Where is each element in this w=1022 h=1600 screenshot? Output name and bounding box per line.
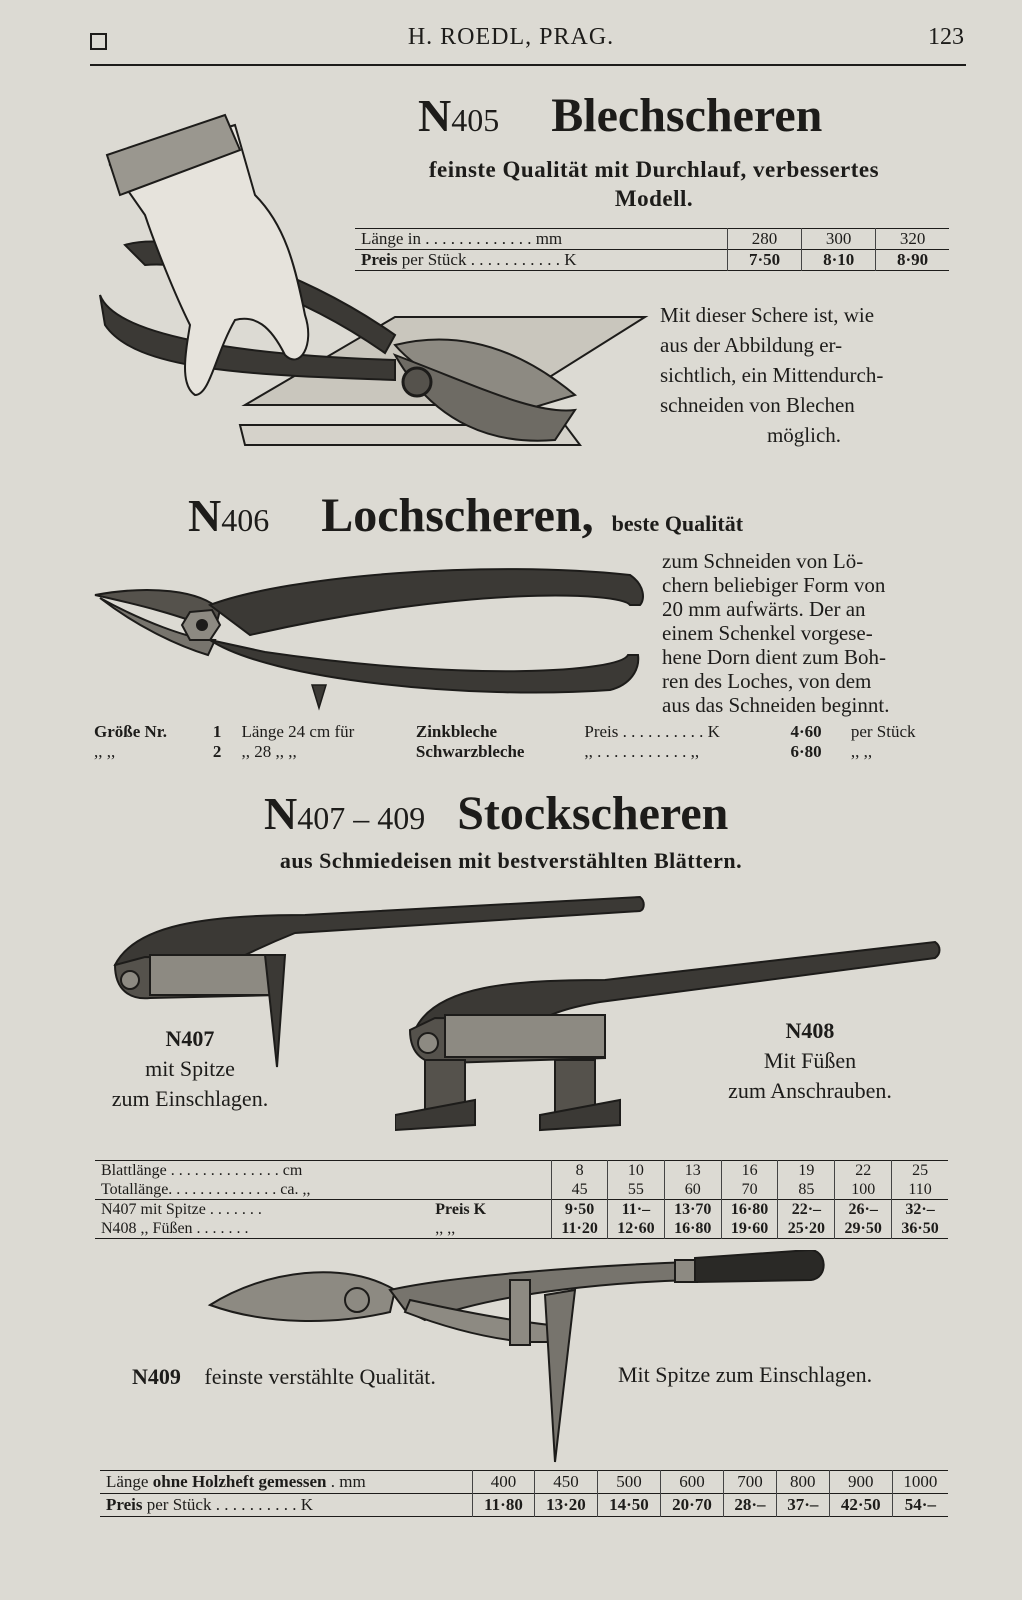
blattlaenge-label: Blattlänge . . . . . . . . . . . . . . cm xyxy=(101,1162,303,1179)
preis-spitze-3: 13·70 xyxy=(664,1200,721,1220)
n405-desc-line2: aus der Abbildung er- xyxy=(660,333,843,357)
n409-caption xyxy=(132,1364,436,1390)
n409-price-5: 28·– xyxy=(724,1494,777,1517)
n405-number: N xyxy=(418,90,452,141)
n406-number: N xyxy=(188,490,222,541)
n406-r2-size-label: ,, ,, xyxy=(94,742,116,761)
n409-length-label xyxy=(100,1471,473,1494)
preis-fuessen-3: 16·80 xyxy=(664,1219,721,1239)
n406-desc-line7: aus das Schneiden beginnt. xyxy=(662,693,890,717)
n409-shears-illustration xyxy=(205,1250,845,1470)
n407-line2: zum Einschlagen. xyxy=(111,1086,269,1111)
n405-length-label: Länge in . . . . . . . . . . . . . mm xyxy=(361,229,563,248)
n409-length-2: 450 xyxy=(534,1471,597,1494)
n406-r1-size-label: Größe Nr. xyxy=(94,722,168,741)
n406-desc-line1: zum Schneiden von Lö- xyxy=(662,549,864,573)
blattlaenge-5: 19 xyxy=(778,1161,835,1181)
preis-spitze-unit: Preis K xyxy=(435,1201,487,1218)
n406-r2-length: ,, 28 ,, ,, xyxy=(241,742,297,761)
n405-desc-line4: schneiden von Blechen xyxy=(660,393,855,417)
n409-price-1: 11·80 xyxy=(473,1494,535,1517)
n409-spec-table xyxy=(100,1470,948,1517)
n406-size-table xyxy=(88,722,952,762)
n408-line2: zum Anschrauben. xyxy=(728,1078,892,1103)
n409-price-2: 13·20 xyxy=(534,1494,597,1517)
n409-length-3: 500 xyxy=(597,1471,660,1494)
n409-quality: feinste verstählte Qualität. xyxy=(204,1364,436,1389)
totallaenge-6: 100 xyxy=(835,1180,892,1200)
n408-line1: Mit Füßen xyxy=(763,1048,857,1073)
n406-r1-unit: per Stück xyxy=(850,722,916,741)
n405-price-2: 8·10 xyxy=(802,250,876,271)
n409-length-label-bold: ohne Holzheft gemessen xyxy=(152,1472,327,1491)
n406-desc-line5: hene Dorn dient zum Boh- xyxy=(662,645,886,669)
preis-fuessen-unit: ,, ,, xyxy=(435,1220,456,1237)
n405-length-2: 300 xyxy=(802,229,876,250)
totallaenge-1: 45 xyxy=(552,1180,608,1200)
preis-fuessen-4: 19·60 xyxy=(721,1219,778,1239)
n405-price-3: 8·90 xyxy=(876,250,949,271)
n405-description xyxy=(660,300,948,450)
preis-spitze-7: 32·– xyxy=(892,1200,948,1220)
n405-desc-line5: möglich. xyxy=(766,423,842,447)
n405-subtitle-line2: Modell. xyxy=(614,186,694,211)
n406-desc-line6: ren des Loches, von dem xyxy=(662,669,872,693)
n406-r2-unit: ,, ,, xyxy=(850,742,873,761)
preis-spitze-5: 22·– xyxy=(778,1200,835,1220)
n409-price-6: 37·– xyxy=(776,1494,829,1517)
n405-desc-line1: Mit dieser Schere ist, wie xyxy=(660,303,875,327)
n409-length-1: 400 xyxy=(473,1471,535,1494)
blattlaenge-2: 10 xyxy=(608,1161,665,1181)
n405-length-1: 280 xyxy=(728,229,802,250)
n409-price-label-bold: Preis xyxy=(106,1495,143,1514)
n409-note: Mit Spitze zum Einschlagen. xyxy=(618,1362,873,1387)
preis-spitze-label: N407 mit Spitze . . . . . . . xyxy=(101,1201,262,1218)
n405-desc-line3: sichtlich, ein Mittendurch- xyxy=(660,363,884,387)
totallaenge-3: 60 xyxy=(664,1180,721,1200)
blattlaenge-3: 13 xyxy=(664,1161,721,1181)
n407-409-subtitle: aus Schmiedeisen mit bestverstählten Blättern. xyxy=(279,848,743,873)
blattlaenge-4: 16 xyxy=(721,1161,778,1181)
preis-spitze-4: 16·80 xyxy=(721,1200,778,1220)
n406-r2-material: Schwarzbleche xyxy=(415,742,525,761)
n406-r1-material: Zinkbleche xyxy=(415,722,498,741)
totallaenge-5: 85 xyxy=(778,1180,835,1200)
blattlaenge-6: 22 xyxy=(835,1161,892,1181)
n409-length-label-a: Länge xyxy=(106,1472,149,1491)
preis-fuessen-label: N408 ,, Füßen . . . . . . . xyxy=(101,1220,249,1237)
n406-desc-line3: 20 mm aufwärts. Der an xyxy=(662,597,866,621)
blattlaenge-7: 25 xyxy=(892,1161,948,1181)
n406-desc-line4: einem Schenkel vorgese- xyxy=(662,621,873,645)
preis-spitze-6: 26·– xyxy=(835,1200,892,1220)
n406-quality: beste Qualität xyxy=(611,511,744,536)
n407-409-number: N xyxy=(264,788,298,839)
page-number: 123 xyxy=(928,24,964,50)
preis-fuessen-6: 29·50 xyxy=(835,1219,892,1239)
totallaenge-2: 55 xyxy=(608,1180,665,1200)
n406-r1-price: 4·60 xyxy=(790,722,822,741)
n407-408-spec-table xyxy=(95,1160,948,1239)
n406-desc-line2: chern beliebiger Form von xyxy=(662,573,886,597)
n407-409-heading xyxy=(264,786,728,841)
n409-price-4: 20·70 xyxy=(660,1494,723,1517)
n407-label: N407 xyxy=(165,1026,215,1051)
n406-title: Lochscheren, xyxy=(321,489,594,542)
preis-spitze-1: 9·50 xyxy=(552,1200,608,1220)
publisher-header: H. ROEDL, PRAG. xyxy=(407,24,615,50)
n406-heading xyxy=(188,488,743,543)
n406-number-small: 406 xyxy=(221,502,270,538)
n408-caption xyxy=(700,1016,920,1106)
n407-line1: mit Spitze xyxy=(145,1056,235,1081)
n409-length-label-b: . mm xyxy=(330,1472,366,1491)
n405-price-label-rest: per Stück . . . . . . . . . . . K xyxy=(397,250,577,269)
n407-caption xyxy=(95,1024,285,1114)
n407-409-title: Stockscheren xyxy=(457,787,729,840)
n409-price-3: 14·50 xyxy=(597,1494,660,1517)
totallaenge-7: 110 xyxy=(892,1180,948,1200)
n409-length-6: 800 xyxy=(776,1471,829,1494)
n409-length-7: 900 xyxy=(829,1471,892,1494)
n405-subtitle-line1: feinste Qualität mit Durchlauf, verbessertes xyxy=(428,157,880,182)
n409-price-7: 42·50 xyxy=(829,1494,892,1517)
totallaenge-label: Totallänge. . . . . . . . . . . . . . ca. ,, xyxy=(101,1181,311,1198)
n405-price-1: 7·50 xyxy=(728,250,802,271)
preis-fuessen-1: 11·20 xyxy=(552,1219,608,1239)
totallaenge-4: 70 xyxy=(721,1180,778,1200)
preis-spitze-2: 11·– xyxy=(608,1200,665,1220)
n408-label: N408 xyxy=(785,1018,835,1043)
n409-price-label xyxy=(100,1494,473,1517)
header-rule xyxy=(90,64,966,66)
n406-shears-illustration xyxy=(90,560,655,720)
n409-price-label-rest: per Stück . . . . . . . . . . K xyxy=(142,1495,313,1514)
n405-number-small: 405 xyxy=(451,102,500,138)
n409-length-5: 700 xyxy=(724,1471,777,1494)
n405-shears-illustration xyxy=(95,95,655,470)
preis-fuessen-7: 36·50 xyxy=(892,1219,948,1239)
n409-length-8: 1000 xyxy=(892,1471,948,1494)
n406-r1-price-label: Preis . . . . . . . . . . K xyxy=(584,722,720,741)
preis-fuessen-5: 25·20 xyxy=(778,1219,835,1239)
n405-title: Blechscheren xyxy=(551,89,823,142)
n405-length-3: 320 xyxy=(876,229,949,250)
n406-r2-size: 2 xyxy=(212,742,222,761)
preis-fuessen-2: 12·60 xyxy=(608,1219,665,1239)
n409-label: N409 xyxy=(132,1364,181,1389)
n406-r2-price: 6·80 xyxy=(790,742,822,761)
n407-409-number-small: 407 – 409 xyxy=(297,800,426,836)
n406-r2-price-label: ,, . . . . . . . . . . . ,, xyxy=(584,742,700,761)
n409-price-8: 54·– xyxy=(892,1494,948,1517)
n406-r1-size: 1 xyxy=(212,722,222,741)
n409-length-4: 600 xyxy=(660,1471,723,1494)
n406-r1-length: Länge 24 cm für xyxy=(241,722,355,741)
n406-description xyxy=(662,549,950,717)
n405-price-label-bold: Preis xyxy=(361,250,398,269)
blattlaenge-1: 8 xyxy=(552,1161,608,1181)
